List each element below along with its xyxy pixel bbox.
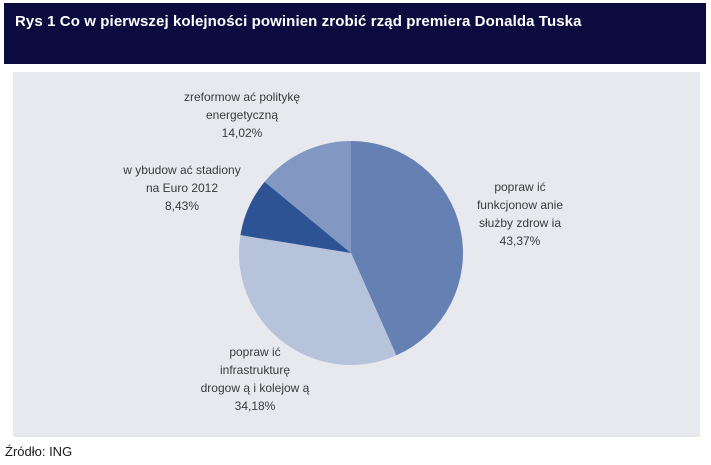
slice-label-line: drogow ą i kolejow ą: [200, 381, 310, 395]
slice-label-line: w ybudow ać stadiony: [123, 163, 241, 177]
slice-label-line: infrastrukturę: [219, 363, 291, 377]
slice-label-line: funkcjonow anie: [476, 198, 564, 212]
slice-label-stadiony: [97, 161, 267, 215]
slice-value-label: 14,02%: [221, 126, 263, 140]
slice-label-line: popraw ić: [494, 180, 546, 194]
slice-label-line: na Euro 2012: [145, 181, 219, 195]
slice-label-line: służby zdrow ia: [478, 216, 562, 230]
figure-title-bar: [4, 3, 706, 64]
slice-value-label: 8,43%: [164, 199, 200, 213]
chart-plot-area: [13, 72, 700, 437]
slice-value-label: 34,18%: [234, 399, 276, 413]
slice-label-infrastruktura: [145, 343, 365, 415]
slice-label-line: zreformow ać politykę: [183, 90, 301, 104]
slice-label-line: energetyczną: [205, 108, 279, 122]
slice-label-energetyczna: [142, 88, 342, 142]
source-caption: Źródło: ING: [5, 444, 73, 459]
figure-title: Rys 1 Co w pierwszej kolejności powinien zrobić rząd premiera Donalda Tuska: [15, 13, 582, 30]
slice-value-label: 43,37%: [499, 234, 541, 248]
slice-label-sluzba-zdrowia: [430, 178, 610, 250]
slice-label-line: popraw ić: [229, 345, 281, 359]
